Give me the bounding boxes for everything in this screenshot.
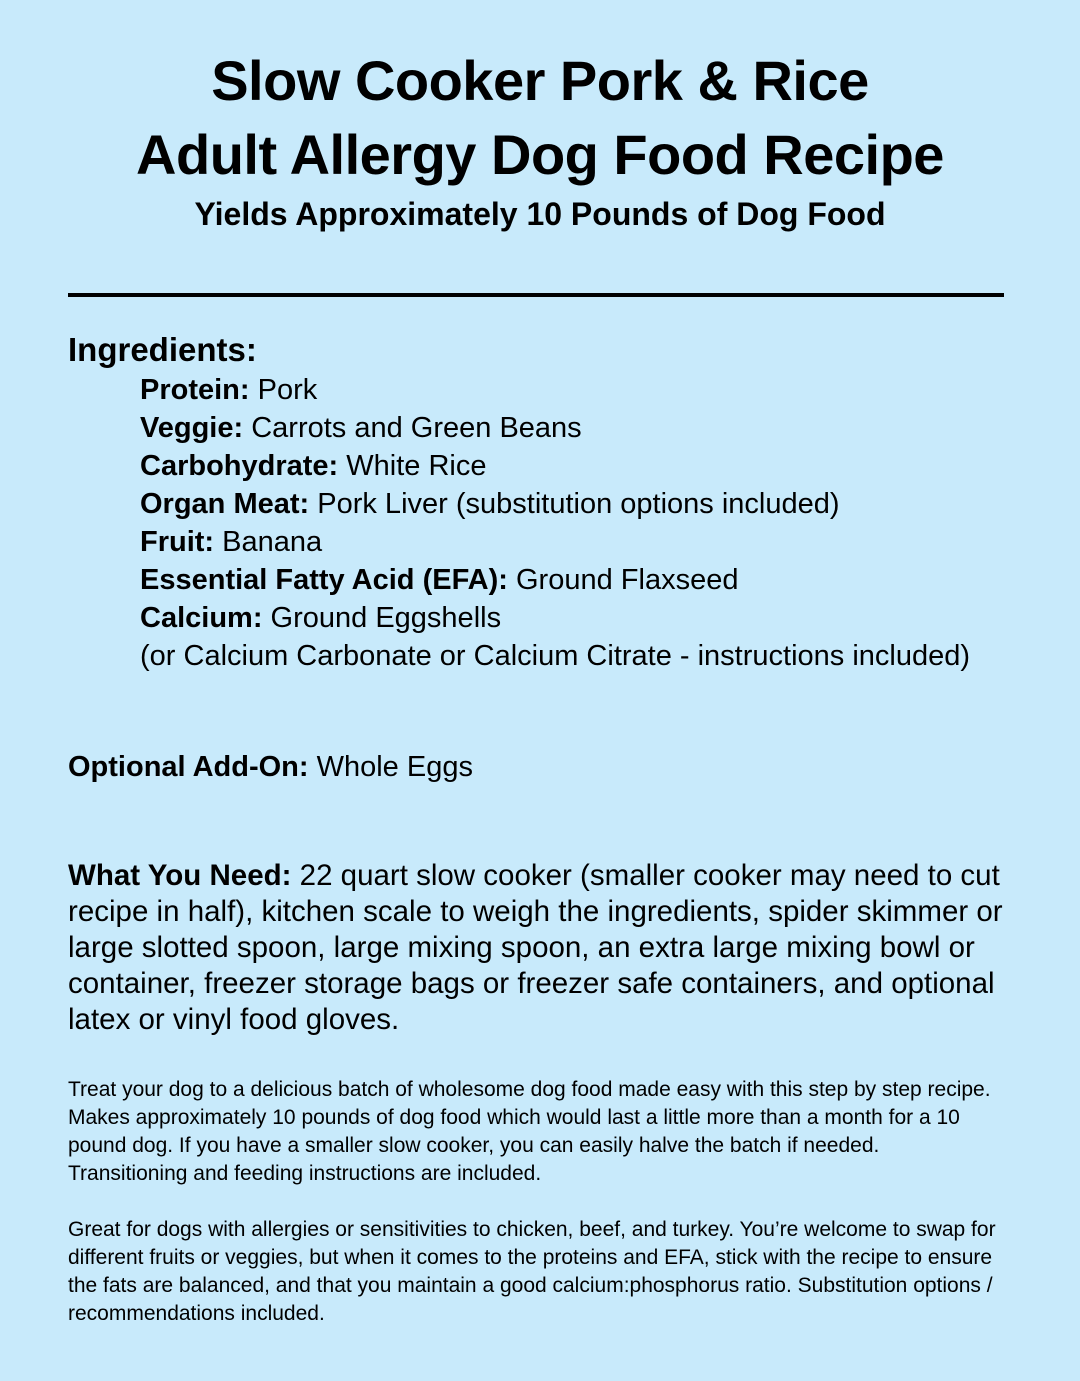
ingredient-value: Ground Eggshells xyxy=(270,602,502,634)
ingredient-value: Ground Flaxseed xyxy=(516,564,739,596)
ingredients-heading: Ingredients: xyxy=(68,331,257,368)
description-paragraph-1: Treat your dog to a delicious batch of wholesome dog food made easy with this step by step recipe. Makes approximately 10 pounds of dog food which would last a little more than a month for a 10 pound dog. If you have a smaller slow cooker, you can easily halve the batch if needed. Transitioning and feeding instructions are included. xyxy=(68,1078,991,1185)
divider xyxy=(68,293,1004,297)
ingredient-calcium xyxy=(140,599,1020,637)
ingredient-veggie xyxy=(140,409,1020,447)
optional-add-on xyxy=(68,748,473,786)
ingredient-fruit xyxy=(140,523,1020,561)
ingredient-efa xyxy=(140,561,1020,599)
optional-label: Optional Add-On: xyxy=(68,751,309,783)
ingredient-value: White Rice xyxy=(346,450,487,482)
ingredient-organ-meat xyxy=(140,485,1020,523)
what-you-need-text: 22 quart slow cooker (smaller cooker may need to cut recipe in half), kitchen scale to weigh the ingredients, spider skimmer or large slotted spoon, large mixing spoon, an extra large mixing bowl or container, freezer storage bags or freezer safe containers, and optional latex or vinyl food gloves. xyxy=(68,859,1003,1036)
ingredient-value: Carrots and Green Beans xyxy=(251,412,582,444)
description-paragraph-2: Great for dogs with allergies or sensitivities to chicken, beef, and turkey. You’re welcome to swap for different fruits or veggies, but when it comes to the proteins and EFA, stick with the recipe to ensure the fats are balanced, and that you maintain a good calcium:phosphorus ratio. Substitution options / recommendations included. xyxy=(68,1218,996,1325)
ingredient-label: Essential Fatty Acid (EFA): xyxy=(140,564,508,596)
page-title xyxy=(0,44,1080,192)
ingredients-list xyxy=(140,371,1020,675)
title-line-1: Slow Cooker Pork & Rice xyxy=(211,49,869,112)
what-you-need-label: What You Need: xyxy=(68,859,292,892)
calcium-note: (or Calcium Carbonate or Calcium Citrate - instructions included) xyxy=(140,640,971,672)
what-you-need xyxy=(68,858,1018,1038)
ingredient-value: Banana xyxy=(222,526,323,558)
ingredient-value: Pork xyxy=(257,374,318,406)
ingredient-label: Fruit: xyxy=(140,526,215,558)
optional-value: Whole Eggs xyxy=(316,751,473,783)
ingredient-label: Protein: xyxy=(140,374,250,406)
ingredient-label: Carbohydrate: xyxy=(140,450,339,482)
ingredient-protein xyxy=(140,371,1020,409)
ingredient-label: Calcium: xyxy=(140,602,263,634)
title-line-2: Adult Allergy Dog Food Recipe xyxy=(136,123,944,186)
ingredient-label: Veggie: xyxy=(140,412,244,444)
ingredient-label: Organ Meat: xyxy=(140,488,310,520)
page-subtitle: Yields Approximately 10 Pounds of Dog Food xyxy=(194,196,886,232)
ingredient-value: Pork Liver (substitution options included) xyxy=(317,488,840,520)
ingredient-carbohydrate xyxy=(140,447,1020,485)
